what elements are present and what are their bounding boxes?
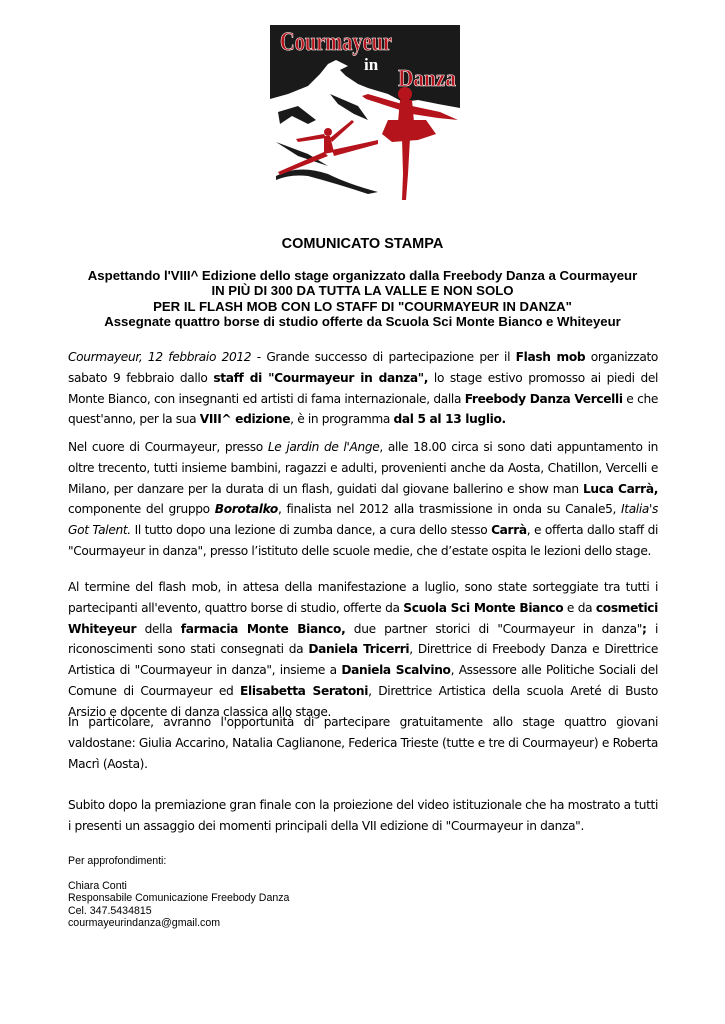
- text-run: i riconoscimenti sono stati consegnati da: [68, 621, 658, 657]
- text-run: , e offerta dallo staff di "Courmayeur in danza", presso l’istituto delle scuole medie, che d’estate ospita le lezioni dello stage.: [68, 523, 658, 558]
- contact-intro: Per approfondimenti:: [68, 855, 167, 867]
- subheading-line: Assegnate quattro borse di studio offerte da Scuola Sci Monte Bianco e Whiteyeur: [104, 313, 621, 329]
- text-run: componente del gruppo: [68, 502, 215, 517]
- subheading-line: PER IL FLASH MOB CON LO STAFF DI "COURMAYEUR IN DANZA": [153, 298, 572, 314]
- bold-text: staff di "Courmayeur in danza",: [213, 370, 429, 385]
- italic-text: Le jardin de l'Ange: [267, 440, 380, 454]
- text-run: , finalista nel 2012 alla trasmissione in onda su Canale5,: [277, 502, 622, 517]
- text-run: lo stage estivo promosso ai piedi del Monte Bianco, con insegnanti ed artisti di fama internazionale, dalla: [68, 370, 659, 406]
- subheadings: [60, 268, 665, 329]
- text-run: e che quest'anno, per la sua: [68, 391, 658, 427]
- contact-email[interactable]: courmayeurindanza@gmail.com: [68, 917, 221, 930]
- text-run: Subito dopo la premiazione gran finale con la proiezione del video istituzionale che ha mostrato a tutti i presenti un assaggio dei momenti principali della VII edizione di "Courmayeur in danza".: [68, 798, 658, 833]
- text-run: - Grande successo di partecipazione per il: [251, 350, 516, 364]
- bold-text: ;: [641, 621, 647, 636]
- text-run: della: [136, 621, 181, 636]
- bold-text: Freebody Danza Vercelli: [464, 391, 623, 406]
- logo-title-courmayeur: Courmayeur: [280, 27, 392, 56]
- paragraph-winners: [68, 712, 658, 774]
- text-run: , è in programma: [290, 412, 394, 427]
- paragraph-finale: [68, 795, 658, 837]
- bold-text: Flash mob: [515, 350, 586, 364]
- bold-text: cosmetici Whiteyeur: [68, 600, 658, 636]
- courmayeur-in-danza-logo: [268, 24, 462, 206]
- paragraph-event: [68, 437, 658, 562]
- text-run: Nel cuore di Courmayeur, presso: [68, 440, 268, 454]
- text-run: e da: [563, 600, 596, 615]
- paragraph-scholarships: [68, 577, 658, 723]
- text-run: In particolare, avranno l'opportunità di partecipare gratuitamente allo stage quattro giovani valdostane: Giulia Accarino, Natalia Caglianone, Federica Trieste (tutte e tre di Courmayeur) e Roberta Macrì (Aosta).: [68, 715, 658, 771]
- bold-text: Daniela Scalvino: [341, 663, 451, 678]
- logo-graphic: [268, 24, 462, 206]
- document-title: COMUNICATO STAMPA: [281, 236, 444, 252]
- contact-block: [68, 855, 289, 929]
- bold-text: Elisabetta Seratoni: [240, 683, 369, 698]
- italic-text: Italia's Got Talent.: [68, 502, 658, 538]
- contact-phone: Cel. 347.5434815: [68, 904, 152, 917]
- contact-name: Chiara Conti: [68, 879, 127, 892]
- italic-text: Courmayeur, 12 febbraio 2012: [68, 350, 252, 364]
- text-run: , Direttrice Artistica della scuola Areté di Busto Arsizio e docente di danza classica allo stage.: [68, 683, 659, 719]
- bold-text: dal 5 al 13 luglio.: [393, 412, 506, 427]
- spacer: [68, 867, 289, 879]
- text-run: , alle 18.00 circa si sono dati appuntamento in oltre trecento, tutti insieme bambini, ragazzi e adulti, provenienti anche da Aosta, Chatillon, Vercelli e Milano, per danzare per la durata di un flash, guidati dal giovane ballerino e show man: [68, 440, 659, 496]
- bold-text: Luca Carrà,: [582, 481, 658, 496]
- contact-role: Responsabile Comunicazione Freebody Danza: [68, 892, 290, 905]
- text-run: organizzato sabato 9 febbraio dallo: [68, 350, 658, 385]
- text-run: Il tutto dopo una lezione di zumba dance, a cura dello stesso: [130, 523, 492, 538]
- bold-text: Scuola Sci Monte Bianco: [403, 600, 564, 615]
- bold-text: farmacia Monte Bianco,: [180, 621, 346, 636]
- text-run: due partner storici di "Courmayeur in danza": [345, 621, 642, 636]
- bold-text: Borotalko: [214, 502, 278, 517]
- paragraph-intro: [68, 347, 658, 430]
- text-run: , Direttrice di Freebody Danza e Direttrice Artistica di "Courmayeur in danza", insieme a: [68, 642, 658, 678]
- text-run: , Assessore alle Politiche Sociali del Comune di Courmayeur ed: [68, 663, 658, 698]
- bold-text: Carrà: [491, 523, 527, 538]
- text-run: Al termine del flash mob, in attesa della manifestazione a luglio, sono state sorteggiate tra tutti i partecipanti all'evento, quattro borse di studio, offerte da: [68, 580, 658, 615]
- logo-title-in: in: [364, 55, 379, 74]
- subheading-line: IN PIÙ DI 300 DA TUTTA LA VALLE E NON SOLO: [211, 283, 514, 299]
- bold-text: Daniela Tricerri: [308, 642, 410, 657]
- subheading-line: Aspettando l'VIII^ Edizione dello stage organizzato dalla Freebody Danza a Courmayeur: [87, 268, 638, 283]
- bold-text: VIII^ edizione: [199, 412, 291, 427]
- logo-title-danza: Danza: [398, 66, 456, 92]
